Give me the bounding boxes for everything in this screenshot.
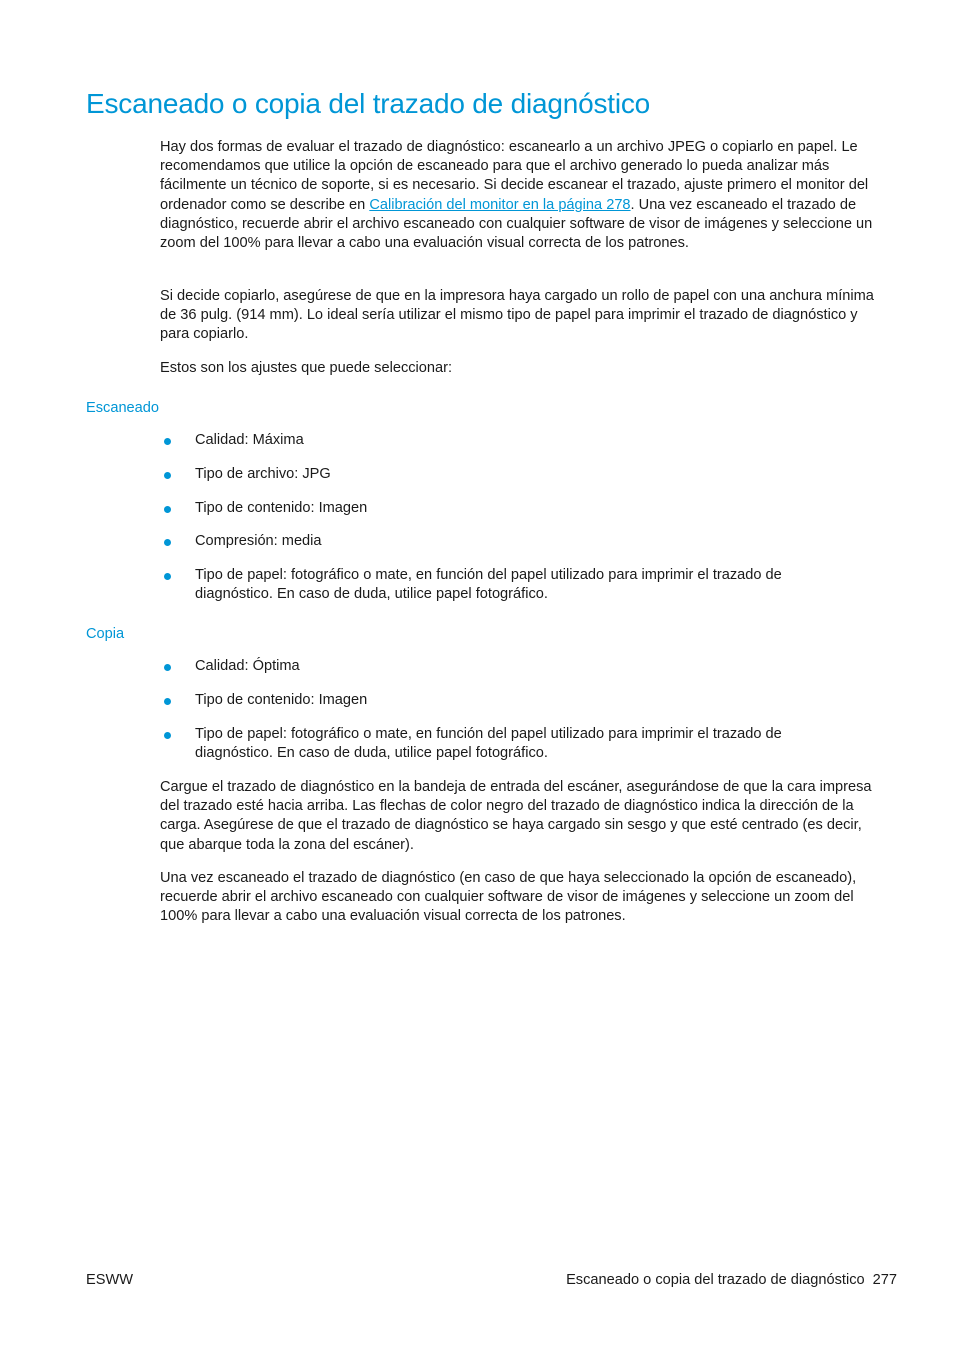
bullet-icon <box>164 506 171 513</box>
load-instructions-paragraph: Cargue el trazado de diagnóstico en la bandeja de entrada del escáner, asegurándose de que la cara impresa del trazado esté hacia arriba. Las flechas de color negro del trazado de diagnóstico indica la dirección de la carga. Asegúrese de que el trazado de diagnóstico se haya cargado sin sesgo y que esté centrado (es decir, que abarque toda la zona del escáner). <box>160 779 872 853</box>
list-item: Tipo de contenido: Imagen <box>160 691 885 710</box>
bullet-icon <box>164 664 171 671</box>
page-number: 277 <box>872 1272 897 1288</box>
list-item: Compresión: media <box>160 532 885 551</box>
list-item: Calidad: Máxima <box>160 431 885 450</box>
list-item: Tipo de archivo: JPG <box>160 465 885 484</box>
bullet-icon <box>164 698 171 705</box>
page-title: Escaneado o copia del trazado de diagnóstico <box>86 88 651 119</box>
bullet-icon <box>164 472 171 479</box>
intro-text-before-link: Hay dos formas de evaluar el trazado de diagnóstico: escanearlo a un archivo JPEG o copiarlo en papel. Le recomendamos que utilice la opción de escaneado para que el archivo generado lo pueda analizar más fácilmente un técnico de soporte, si es necesario. Si decide escanear el trazado, ajuste primero el monitor del ordenador como se describe en <box>160 139 869 213</box>
copy-section-heading: Copia <box>86 626 125 642</box>
settings-intro-paragraph: Estos son los ajustes que puede seleccionar: <box>160 360 453 376</box>
copy-paper-paragraph: Si decide copiarlo, asegúrese de que en la impresora haya cargado un rollo de papel con una anchura mínima de 36 pulg. (914 mm). Lo ideal sería utilizar el mismo tipo de papel para imprimir el trazado de diagnóstico y para copiarlo. <box>160 288 874 343</box>
bullet-icon <box>164 539 171 546</box>
scan-section-heading: Escaneado <box>86 400 160 416</box>
bullet-icon <box>164 573 171 580</box>
intro-paragraph <box>160 138 885 253</box>
list-item: Calidad: Óptima <box>160 657 885 676</box>
footer-section-title: Escaneado o copia del trazado de diagnóstico <box>566 1272 865 1288</box>
intro-text-after-link: . Una vez escaneado el trazado de diagnóstico, recuerde abrir el archivo escaneado con cualquier software de visor de imágenes y seleccione un zoom del 100% para llevar a cabo una evaluación visual correcta de los patrones. <box>160 196 873 252</box>
final-paragraph: Una vez escaneado el trazado de diagnóstico (en caso de que haya seleccionado la opción de escaneado), recuerde abrir el archivo escaneado con cualquier software de visor de imágenes y seleccione un zoom del 100% para llevar a cabo una evaluación visual correcta de los patrones. <box>160 870 857 925</box>
bullet-icon <box>164 438 171 445</box>
monitor-calibration-link[interactable]: Calibración del monitor en la página 278 <box>369 196 631 213</box>
list-item: Tipo de contenido: Imagen <box>160 499 885 518</box>
footer-locale-code: ESWW <box>86 1272 134 1288</box>
bullet-icon <box>164 732 171 739</box>
list-item: Tipo de papel: fotográfico o mate, en función del papel utilizado para imprimir el trazado de diagnóstico. En caso de duda, utilice papel fotográfico. <box>160 725 885 763</box>
footer-running-title <box>566 1271 897 1290</box>
list-item: Tipo de papel: fotográfico o mate, en función del papel utilizado para imprimir el trazado de diagnóstico. En caso de duda, utilice papel fotográfico. <box>160 566 885 604</box>
